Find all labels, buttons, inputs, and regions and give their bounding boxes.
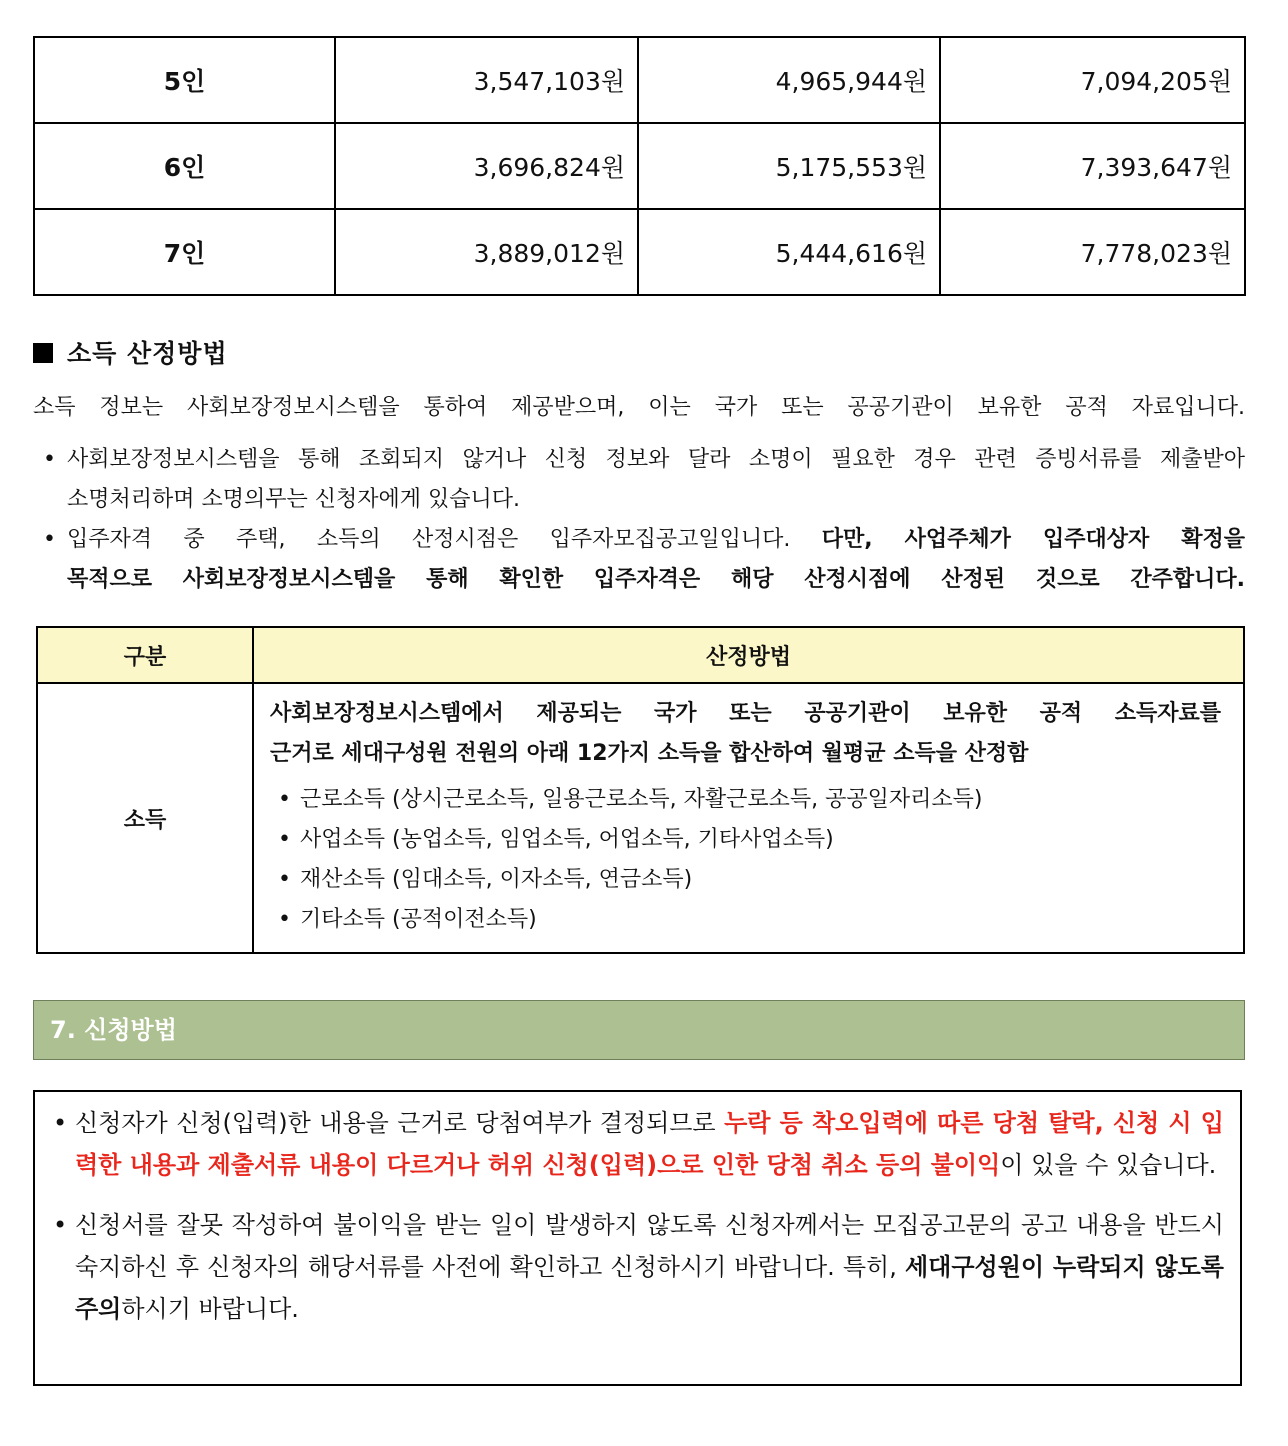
note-emphasis: 다만, 사업주체가 입주대상자 확정을 <box>821 527 1245 552</box>
table-row <box>34 37 1245 123</box>
notice-warning: 누락 등 착오입력에 따른 당첨 탈락, 신청 시 입력한 내용과 제출서류 내용이 다르거나 허위 신청(입력)으로 인한 당첨 취소 등의 불이익 <box>75 1109 1224 1179</box>
header-category: 구분 <box>37 627 253 683</box>
note-emphasis: 목적으로 사회보장정보시스템을 통해 확인한 입주자격은 해당 산정시점에 산정된 것으로 간주합니다. <box>67 567 1245 592</box>
note-line: • 사회보장정보시스템을 통해 조회되지 않거나 신청 정보와 달라 소명이 필요한 경우 관련 증빙서류를 제출받아 <box>67 447 1245 472</box>
list-item <box>33 520 1245 600</box>
amount-cell: 7,393,647원 <box>940 123 1245 209</box>
household-size-cell: 7인 <box>34 209 335 295</box>
income-section-heading <box>33 334 228 370</box>
table-row <box>37 683 1244 953</box>
table-row <box>34 123 1245 209</box>
income-method-table <box>36 626 1245 954</box>
method-desc-line: 근거로 세대구성원 전원의 아래 12가지 소득을 합산하여 월평균 소득을 산정함 <box>270 741 1029 766</box>
note-line: 소명처리하며 소명의무는 신청자에게 있습니다. <box>67 487 521 512</box>
list-item: • 근로소득 (상시근로소득, 일용근로소득, 자활근로소득, 공공일자리소득) <box>270 780 1221 820</box>
application-notice-box <box>33 1090 1242 1386</box>
amount-cell: 4,965,944원 <box>638 37 940 123</box>
header-method: 산정방법 <box>253 627 1244 683</box>
section-title: 소득 산정방법 <box>67 339 228 368</box>
method-desc-line: 사회보장정보시스템에서 제공되는 국가 또는 공공기관이 보유한 공적 소득자료를 <box>270 701 1221 726</box>
list-item <box>51 1102 1224 1186</box>
list-item <box>33 440 1245 520</box>
notice-text: 하시기 바랍니다. <box>121 1295 299 1323</box>
income-type-list <box>270 780 1221 940</box>
amount-cell: 3,547,103원 <box>335 37 638 123</box>
notice-text: 신청서를 잘못 작성하여 불이익을 받는 일이 발생하지 않도록 신청자께서는 모집공고문의 공고 내용을 반드시 숙지하신 후 신청자의 해당서류를 사전에 확인하고 신청하시기 바랍니다. 특히, <box>75 1211 1224 1281</box>
method-description <box>270 694 1221 774</box>
amount-cell: 3,696,824원 <box>335 123 638 209</box>
notice-text: 신청자가 신청(입력)한 내용을 근거로 당첨여부가 결정되므로 <box>75 1109 725 1137</box>
list-item <box>51 1204 1224 1330</box>
income-notes-list <box>33 440 1245 600</box>
amount-cell: 7,094,205원 <box>940 37 1245 123</box>
amount-cell: 5,444,616원 <box>638 209 940 295</box>
amount-cell: 3,889,012원 <box>335 209 638 295</box>
table-row <box>34 209 1245 295</box>
list-item: • 사업소득 (농업소득, 임업소득, 어업소득, 기타사업소득) <box>270 820 1221 860</box>
amount-cell: 7,778,023원 <box>940 209 1245 295</box>
notice-emphasis: 세대구성원이 누락되지 않도록 주의 <box>75 1253 1224 1323</box>
income-standard-table <box>33 36 1246 296</box>
section-header-bar: 7. 신청방법 <box>33 1000 1245 1060</box>
method-cell <box>253 683 1244 953</box>
income-intro-text: 소득 정보는 사회보장정보시스템을 통하여 제공받으며, 이는 국가 또는 공공기관이 보유한 공적 자료입니다. <box>33 395 1245 420</box>
note-line <box>67 520 1245 560</box>
notice-text: 이 있을 수 있습니다. <box>1000 1151 1217 1179</box>
row-label: 소득 <box>37 683 253 953</box>
list-item: • 재산소득 (임대소득, 이자소득, 연금소득) <box>270 860 1221 900</box>
note-text: 입주자격 중 주택, 소득의 산정시점은 입주자모집공고일입니다. <box>67 527 822 552</box>
list-item: • 기타소득 (공적이전소득) <box>270 900 1221 940</box>
amount-cell: 5,175,553원 <box>638 123 940 209</box>
square-bullet-icon <box>33 343 53 363</box>
household-size-cell: 6인 <box>34 123 335 209</box>
household-size-cell: 5인 <box>34 37 335 123</box>
